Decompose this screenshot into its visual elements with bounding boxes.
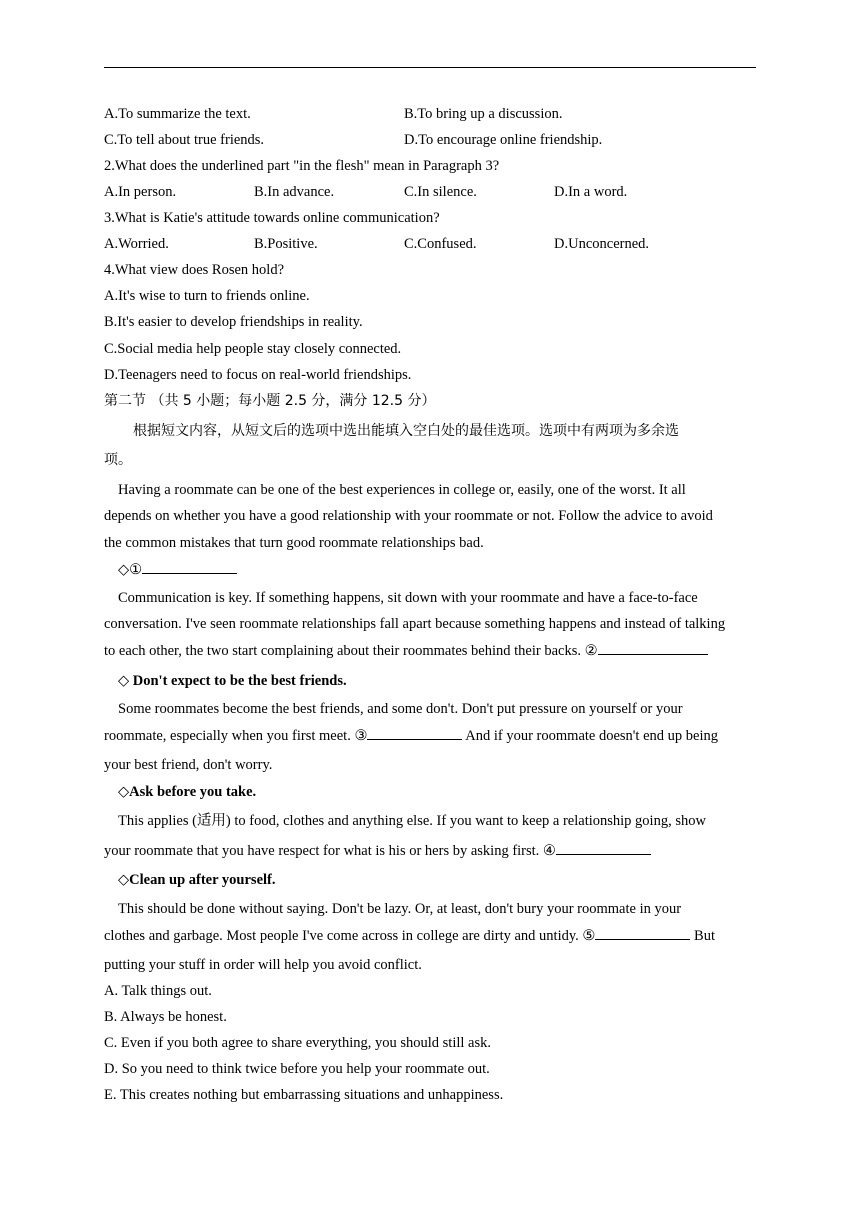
- q4-option-d: D.Teenagers need to focus on real-world friendships.: [104, 367, 412, 383]
- q2-option-a: A.In person.: [104, 184, 177, 200]
- choice-b: B. Always be honest.: [104, 1009, 227, 1025]
- blank-4[interactable]: [556, 842, 651, 855]
- p1-line3: [104, 642, 708, 660]
- p2-line2-end: And if your roommate doesn't end up being: [462, 728, 718, 744]
- p2-line1: Some roommates become the best friends, and some don't. Don't put pressure on yourself or your: [118, 701, 683, 717]
- heading-clean-up: ◇Clean up after yourself.: [118, 872, 276, 888]
- choice-e: E. This creates nothing but embarrassing situations and unhappiness.: [104, 1087, 504, 1103]
- q1-option-d: D.To encourage online friendship.: [404, 132, 603, 148]
- p4-line1: This should be done without saying. Don't be lazy. Or, at least, don't bury your roommate in your: [118, 901, 682, 917]
- q1-option-b: B.To bring up a discussion.: [404, 106, 563, 122]
- q2-option-b: B.In advance.: [254, 184, 335, 200]
- p1-line1: Communication is key. If something happens, sit down with your roommate and have a face-to-face: [118, 590, 698, 606]
- q1-option-c: C.To tell about true friends.: [104, 132, 265, 148]
- q3-option-c: C.Confused.: [404, 236, 477, 252]
- q4-option-b: B.It's easier to develop friendships in reality.: [104, 314, 363, 330]
- p3-line1: This applies (适用) to food, clothes and anything else. If you want to keep a relationship going, show: [118, 813, 706, 829]
- blank-1-heading: [118, 561, 237, 579]
- q4-option-c: C.Social media help people stay closely connected.: [104, 341, 402, 357]
- header-rule: [104, 67, 756, 68]
- p3-line2-text: your roommate that you have respect for what is his or hers by asking first. ④: [104, 843, 556, 859]
- q4-option-a: A.It's wise to turn to friends online.: [104, 288, 310, 304]
- section-instruction-line1: 根据短文内容，从短文后的选项中选出能填入空白处的最佳选项。选项中有两项为多余选: [133, 423, 679, 439]
- q3-stem: 3.What is Katie's attitude towards online communication?: [104, 210, 440, 226]
- heading-best-friends: ◇ Don't expect to be the best friends.: [118, 673, 347, 689]
- q2-option-d: D.In a word.: [554, 184, 628, 200]
- blank-1[interactable]: [142, 561, 237, 574]
- q3-option-b: B.Positive.: [254, 236, 318, 252]
- q2-stem: 2.What does the underlined part "in the flesh" mean in Paragraph 3?: [104, 158, 500, 174]
- p2-line2: [104, 727, 718, 745]
- section-instruction-line2: 项。: [104, 452, 132, 468]
- p4-line2: [104, 927, 715, 945]
- blank-1-marker: ◇①: [118, 562, 143, 578]
- p1-line2: conversation. I've seen roommate relationships fall apart because something happens and instead of talking: [104, 616, 726, 632]
- choice-c: C. Even if you both agree to share everything, you should still ask.: [104, 1035, 491, 1051]
- q2-option-c: C.In silence.: [404, 184, 477, 200]
- choice-d: D. So you need to think twice before you help your roommate out.: [104, 1061, 490, 1077]
- blank-2[interactable]: [598, 642, 708, 655]
- section-title: 第二节 （共 5 小题；每小题 2.5 分，满分 12.5 分）: [104, 393, 436, 409]
- blank-3[interactable]: [367, 727, 462, 740]
- p1-line3-text: to each other, the two start complaining about their roommates behind their backs. ②: [104, 643, 598, 659]
- p4-line2-end: But: [690, 928, 715, 944]
- p4-line3: putting your stuff in order will help you avoid conflict.: [104, 957, 422, 973]
- passage-intro-line2: depends on whether you have a good relationship with your roommate or not. Follow the advice to avoid: [104, 508, 713, 524]
- heading-ask-before: ◇Ask before you take.: [118, 784, 257, 800]
- passage-intro-line3: the common mistakes that turn good roommate relationships bad.: [104, 535, 484, 551]
- p2-line3: your best friend, don't worry.: [104, 757, 273, 773]
- p2-line2-start: roommate, especially when you first meet. ③: [104, 728, 368, 744]
- p3-line2: [104, 842, 651, 860]
- q4-stem: 4.What view does Rosen hold?: [104, 262, 285, 278]
- passage-intro-line1: Having a roommate can be one of the best experiences in college or, easily, one of the worst. It all: [118, 482, 686, 498]
- choice-a: A. Talk things out.: [104, 983, 212, 999]
- blank-5[interactable]: [595, 927, 690, 940]
- p4-line2-start: clothes and garbage. Most people I've come across in college are dirty and untidy. ⑤: [104, 928, 596, 944]
- q1-option-a: A.To summarize the text.: [104, 106, 251, 122]
- q3-option-d: D.Unconcerned.: [554, 236, 650, 252]
- q3-option-a: A.Worried.: [104, 236, 169, 252]
